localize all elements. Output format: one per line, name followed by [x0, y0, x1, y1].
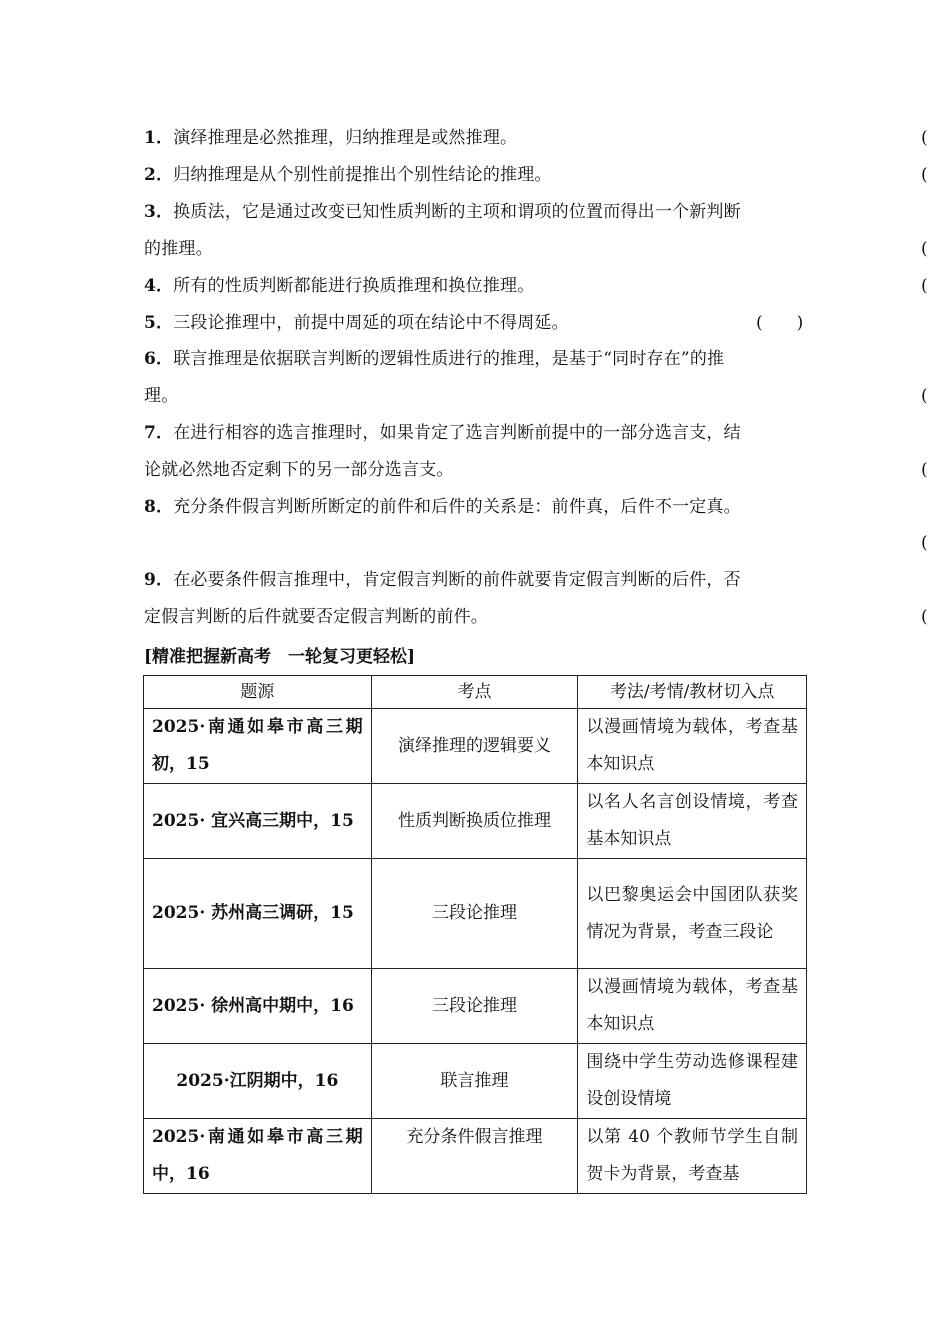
source-cell: 2025· 宜兴高三期中，15 [144, 784, 372, 859]
header-method: 考法/考情/教材切入点 [578, 676, 807, 709]
method-cell: 以第 40 个教师节学生自制贺卡为背景，考查基 [578, 1119, 807, 1194]
point-cell: 三段论推理 [371, 859, 578, 969]
table-row [144, 784, 807, 859]
answer-bracket-3[interactable]: ( [921, 239, 928, 259]
table-row [144, 1044, 807, 1119]
answer-bracket-7[interactable]: ( [921, 460, 928, 480]
point-cell: 联言推理 [371, 1044, 578, 1119]
answer-bracket-4[interactable]: ( [921, 276, 928, 296]
point-cell: 三段论推理 [371, 969, 578, 1044]
question-6: 6．联言推理是依据联言判断的逻辑性质进行的推理，是基于“同时存在”的推 [144, 349, 725, 369]
source-cell: 2025· 徐州高中期中，16 [144, 969, 372, 1044]
answer-bracket-6[interactable]: ( [921, 386, 928, 406]
question-7-cont: 论就必然地否定剩下的另一部分选言支。 [144, 460, 454, 480]
answer-bracket-2[interactable]: ( [921, 165, 928, 185]
question-7: 7．在进行相容的选言推理时，如果肯定了选言判断前提中的一部分选言支，结 [144, 423, 741, 443]
header-point: 考点 [371, 676, 578, 709]
source-cell: 2025·江阴期中，16 [144, 1044, 372, 1119]
question-6-cont: 理。 [144, 386, 179, 406]
method-cell: 以巴黎奥运会中国团队获奖情况为背景，考查三段论 [578, 859, 807, 969]
answer-bracket-5[interactable]: ( ) [756, 313, 804, 333]
method-cell: 围绕中学生劳动选修课程建设创设情境 [578, 1044, 807, 1119]
question-1: 1．演绎推理是必然推理，归纳推理是或然推理。 [144, 128, 518, 148]
section-heading: [精准把握新高考 一轮复习更轻松] [144, 647, 416, 667]
question-3: 3．换质法，它是通过改变已知性质判断的主项和谓项的位置而得出一个新判断 [144, 202, 741, 222]
table-row [144, 969, 807, 1044]
question-2: 2．归纳推理是从个别性前提推出个别性结论的推理。 [144, 165, 552, 185]
header-source: 题源 [144, 676, 372, 709]
question-9: 9．在必要条件假言推理中，肯定假言判断的前件就要肯定假言判断的后件，否 [144, 570, 741, 590]
source-cell: 2025· 苏州高三调研，15 [144, 859, 372, 969]
table-row [144, 859, 807, 969]
method-cell: 以漫画情境为载体，考查基本知识点 [578, 969, 807, 1044]
question-9-cont: 定假言判断的后件就要否定假言判断的前件。 [144, 607, 488, 627]
point-cell: 性质判断换质位推理 [371, 784, 578, 859]
question-8: 8．充分条件假言判断所断定的前件和后件的关系是：前件真，后件不一定真。 [144, 497, 741, 517]
source-cell: 2025·南通如皋市高三期初，15 [144, 709, 372, 784]
answer-bracket-8[interactable]: ( [921, 533, 928, 553]
method-cell: 以漫画情境为载体，考查基本知识点 [578, 709, 807, 784]
answer-bracket-1[interactable]: ( [921, 128, 928, 148]
point-cell: 充分条件假言推理 [371, 1119, 578, 1194]
table-row [144, 1119, 807, 1194]
table-header-row [144, 676, 807, 709]
exam-source-table [143, 675, 807, 1194]
question-3-cont: 的推理。 [144, 239, 213, 259]
table-row [144, 709, 807, 784]
answer-bracket-9[interactable]: ( [921, 607, 928, 627]
question-5: 5．三段论推理中，前提中周延的项在结论中不得周延。 [144, 313, 569, 333]
point-cell: 演绎推理的逻辑要义 [371, 709, 578, 784]
method-cell: 以名人名言创设情境，考查基本知识点 [578, 784, 807, 859]
source-cell: 2025·南通如皋市高三期中，16 [144, 1119, 372, 1194]
question-4: 4．所有的性质判断都能进行换质推理和换位推理。 [144, 276, 535, 296]
